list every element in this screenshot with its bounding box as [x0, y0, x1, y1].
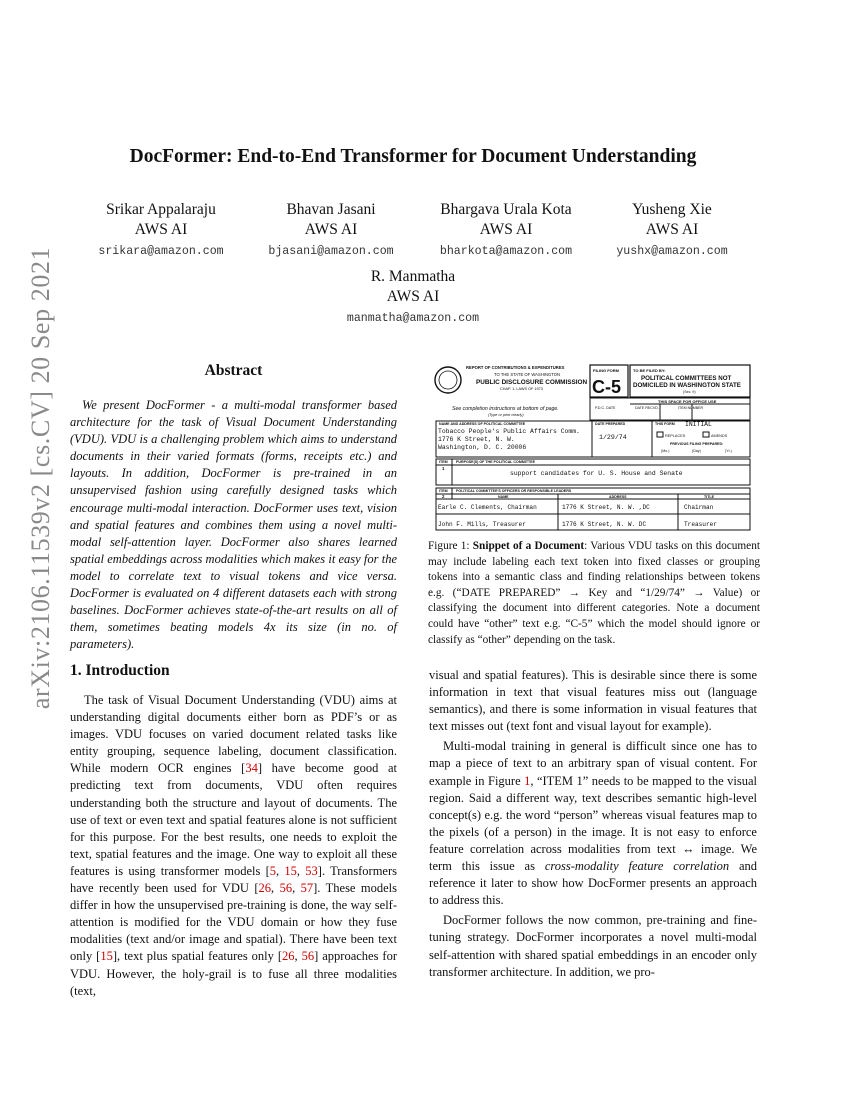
author-email: bharkota@amazon.com	[439, 245, 573, 258]
svg-text:TITLE: TITLE	[704, 495, 714, 499]
citation-link[interactable]: 26	[258, 881, 272, 896]
svg-text:TO THE STATE OF WASHINGTON: TO THE STATE OF WASHINGTON	[494, 372, 560, 377]
author-affiliation: AWS AI	[645, 221, 699, 238]
svg-text:1: 1	[442, 466, 445, 471]
author-block	[577, 200, 767, 261]
svg-text:1776 K Street, N. W. DC: 1776 K Street, N. W. DC	[562, 521, 647, 528]
author-name: Bhavan Jasani	[286, 201, 376, 218]
citation-link[interactable]: 15	[100, 949, 113, 964]
left-column-body	[70, 692, 397, 1000]
svg-text:John F. Mills, Treasurer: John F. Mills, Treasurer	[438, 521, 526, 528]
author-block	[411, 200, 601, 261]
intro-paragraph: Multi-modal training in general is difficult since one has to map a piece of text to an arbitrary span of visual content. For example in Figure 1, “ITEM 1” needs to be mapped to the visual region. Said a different way, text describes semantic high-level concept(s) e.g. the word “person” whereas visual features map to the pixels (of a person) in the image. It is not easy to enforce feature correlation across modalities from text ↔ image. We term this issue as cross-modality feature correlation and reference it later to show how DocFormer presents an approach to address this.	[429, 739, 757, 908]
svg-text:See completion instructions at: See completion instructions at bottom of page.	[452, 406, 559, 412]
author-email: yushx@amazon.com	[616, 245, 728, 258]
svg-text:INITIAL: INITIAL	[685, 421, 712, 428]
svg-text:PREVIOUS FILING PREPARED:: PREVIOUS FILING PREPARED:	[670, 442, 724, 446]
caption-label: Figure 1:	[428, 540, 470, 552]
svg-text:(Yr.): (Yr.)	[725, 449, 732, 453]
author-block	[236, 200, 426, 261]
svg-text:Earle C. Clements, Chairman: Earle C. Clements, Chairman	[438, 504, 537, 511]
author-email: bjasani@amazon.com	[268, 245, 394, 258]
author-block	[66, 200, 256, 261]
svg-text:Tobacco People's Public Affair: Tobacco People's Public Affairs Comm.	[438, 428, 580, 435]
svg-text:THIS SPACE FOR OFFICE USE: THIS SPACE FOR OFFICE USE	[658, 399, 717, 404]
svg-text:REPORT OF CONTRIBUTIONS & EXPE: REPORT OF CONTRIBUTIONS & EXPENDITURES	[466, 365, 565, 370]
author-affiliation: AWS AI	[134, 221, 188, 238]
author-block	[318, 267, 508, 328]
svg-text:POLITICAL COMMITTEES NOT: POLITICAL COMMITTEES NOT	[641, 375, 732, 382]
svg-text:1/29/74: 1/29/74	[599, 434, 627, 441]
author-email: srikara@amazon.com	[98, 245, 224, 258]
svg-text:NAME AND ADDRESS OF POLITICAL: NAME AND ADDRESS OF POLITICAL COMMITTEE	[439, 422, 526, 426]
svg-text:1776 K Street, N. W.: 1776 K Street, N. W.	[438, 436, 515, 443]
svg-text:DATE PREPARED: DATE PREPARED	[595, 422, 626, 426]
svg-text:POLITICAL COMMITTEE'S OFFICERS: POLITICAL COMMITTEE'S OFFICERS OR RESPONSIBLE LEADERS	[456, 489, 572, 493]
citation-link[interactable]: 56	[301, 949, 315, 964]
svg-text:Chairman: Chairman	[684, 504, 714, 511]
figure-1	[428, 362, 760, 646]
citation-link[interactable]: 53	[305, 863, 318, 878]
figure-link[interactable]: 1	[524, 773, 531, 788]
svg-text:1776 K Street, N. W. ,DC: 1776 K Street, N. W. ,DC	[562, 504, 650, 511]
citation-link[interactable]: 57	[300, 881, 314, 896]
author-name: R. Manmatha	[370, 268, 456, 285]
svg-text:FILING FORM: FILING FORM	[593, 368, 619, 373]
svg-text:DATE RECVD.: DATE RECVD.	[635, 406, 659, 410]
svg-text:REPLACES: REPLACES	[665, 434, 686, 438]
document-snippet-image	[432, 362, 758, 532]
section-heading-introduction: 1. Introduction	[70, 662, 170, 679]
abstract-heading: Abstract	[204, 362, 263, 379]
citation-link[interactable]: 15	[284, 863, 297, 878]
svg-text:PUBLIC DISCLOSURE COMMISSION: PUBLIC DISCLOSURE COMMISSION	[476, 379, 588, 386]
paper-title: DocFormer: End-to-End Transformer for Document Understanding	[129, 146, 697, 167]
svg-text:AMENDS: AMENDS	[711, 434, 728, 438]
svg-text:2: 2	[442, 494, 445, 499]
svg-text:ITEM NUMBER: ITEM NUMBER	[678, 406, 704, 410]
svg-text:ADDRESS: ADDRESS	[609, 495, 627, 499]
citation-link[interactable]: 34	[245, 761, 258, 776]
intro-paragraph: The task of Visual Document Understanding (VDU) aims at understanding digital documents either born as PDF’s or as images. VDU focuses on varied document related tasks like entity grouping, sequence labeling, document classification. While modern OCR engines [34] have become good at predicting text from documents, VDU often requires understanding both the structure and layout of documents. The use of text or even text and spatial features alone is not sufficient for this purpose. For the best results, one needs to exploit the text, spatial features and the image. One way to exploit all these features is using transformer models [5, 15, 53]. Transformers have recently been used for VDU [26, 56, 57]. These models differ in how the unsupervised pre-training is done, the way self-attention is modified for the VDU domain or how they fuse modalities (text and/or image and spatial). There have been text only [15], text plus spatial features only [26, 56] approaches for VDU. However, the holy-grail is to fuse all three modalities (text,	[70, 693, 398, 998]
svg-text:P.D.C. DATE: P.D.C. DATE	[595, 406, 616, 410]
svg-text:(Day): (Day)	[692, 449, 701, 453]
author-email: manmatha@amazon.com	[346, 312, 480, 325]
arxiv-identifier-stamp	[24, 246, 58, 710]
abstract-text: We present DocFormer - a multi-modal transformer based architecture for the task of Visual Document Understanding (VDU). VDU is a challenging problem which aims to understand documents in their varied formats (forms, receipts etc.) and layouts. In addition, DocFormer is pre-trained in an unsupervised fashion using carefully designed tasks which encourage multi-modal interaction. DocFormer uses text, vision and spatial features and combines them using a novel multi-modal self-attention layer. DocFormer also shares learned spatial embeddings across modalities which makes it easy for the model to correlate text to visual tokens and vice versa. DocFormer is evaluated on 4 different datasets each with strong baselines. DocFormer achieves state-of-the-art results on all of them, sometimes beating models 4x its size (in no. of parameters).	[70, 398, 397, 652]
caption-text: : Various VDU tasks on this document may include labeling each text token into fixed classes or grouping tokens into a semantic class and finding relationships between tokens e.g. (“DATE PREPARED” → Key and “1/29/74” → Value) or classifying the document into different categories. Note a document could have “other” text e.g. “C-5” which the model should ignore or classify as “other” depending on the task.	[428, 540, 760, 646]
svg-text:PURPOSE(S) OF THE POLITICAL CO: PURPOSE(S) OF THE POLITICAL COMMITTEE	[456, 460, 535, 464]
intro-paragraph: DocFormer follows the now common, pre-training and fine-tuning strategy. DocFormer incorporates a novel multi-modal self-attention with shared spatial embeddings in an encoder only transformer architecture. In addition, we pro-	[429, 913, 757, 979]
citation-link[interactable]: 26	[282, 949, 295, 964]
svg-text:ITEM: ITEM	[439, 489, 448, 493]
author-affiliation: AWS AI	[479, 221, 533, 238]
svg-text:(Sec. 9): (Sec. 9)	[683, 390, 696, 394]
author-name: Yusheng Xie	[632, 201, 712, 218]
svg-text:NAME: NAME	[498, 495, 509, 499]
svg-text:TO BE FILED BY:: TO BE FILED BY:	[633, 368, 666, 373]
right-column-body	[429, 667, 757, 981]
svg-text:Treasurer: Treasurer	[684, 521, 717, 528]
caption-bold-title: Snippet of a Document	[472, 540, 585, 552]
author-name: Bhargava Urala Kota	[440, 201, 572, 218]
figure-caption	[428, 539, 760, 648]
svg-text:ITEM: ITEM	[439, 460, 448, 464]
citation-link[interactable]: 5	[269, 863, 277, 878]
svg-text:Washington, D. C. 20006: Washington, D. C. 20006	[438, 444, 527, 451]
svg-text:C-5: C-5	[592, 377, 622, 397]
svg-text:CHAP. 1, LAWS OF 1973: CHAP. 1, LAWS OF 1973	[500, 387, 543, 391]
author-name: Srikar Appalaraju	[106, 201, 216, 218]
author-affiliation: AWS AI	[386, 288, 440, 305]
author-affiliation: AWS AI	[304, 221, 358, 238]
citation-link[interactable]: 56	[279, 881, 293, 896]
svg-text:(Mo.): (Mo.)	[661, 449, 670, 453]
arxiv-identifier-text: arXiv:2106.11539v2 [cs.CV] 20 Sep 2021	[26, 246, 55, 710]
intro-paragraph-continued: visual and spatial features). This is desirable since there is some information in text that visual features miss out (language semantics), and there is some information in visual features that text misses out (text font and visual layout for example).	[429, 668, 757, 734]
svg-text:support candidates for U. S. H: support candidates for U. S. House and Senate	[510, 470, 683, 477]
svg-text:DOMICILED IN WASHINGTON STATE: DOMICILED IN WASHINGTON STATE	[633, 382, 741, 389]
svg-text:THIS FORM: THIS FORM	[655, 422, 675, 426]
svg-text:(Type or print clearly): (Type or print clearly)	[488, 413, 524, 417]
